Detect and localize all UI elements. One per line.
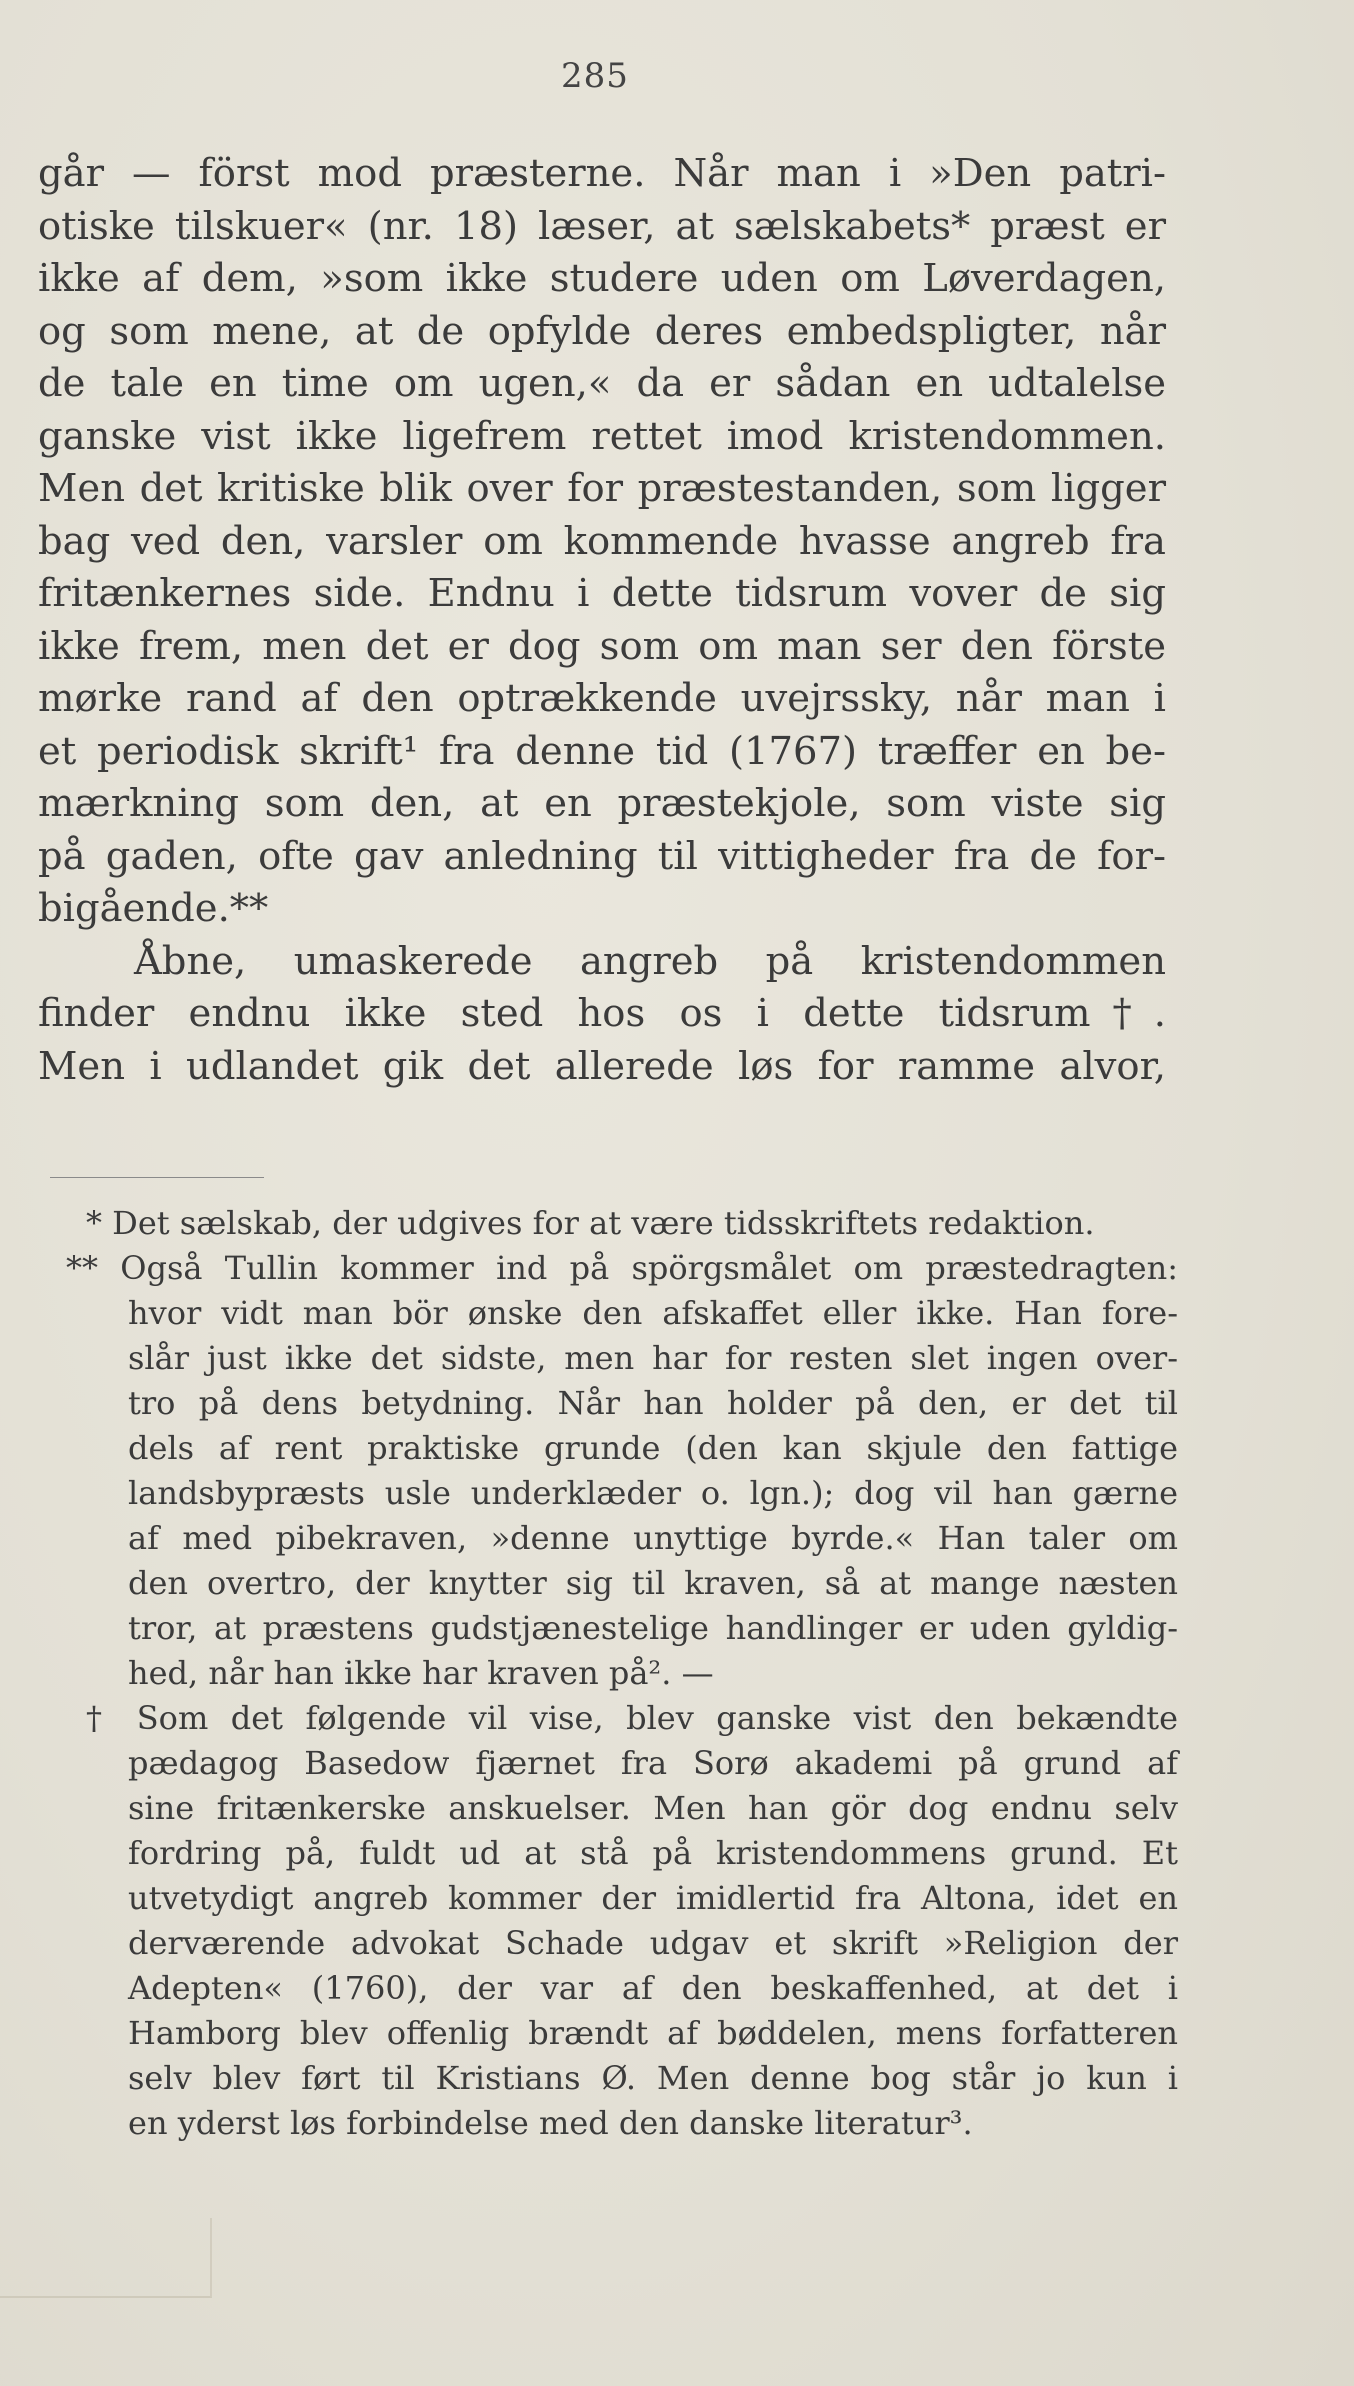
footnote-line: † Som det følgende vil vise, blev ganske vist den bekændte: [86, 1699, 1178, 1737]
text-line: de tale en time om ugen,« da er sådan en udtalelse: [38, 361, 1166, 406]
footnote-line: af med pibekraven, »denne unyttige byrde.« Han taler om: [128, 1519, 1178, 1557]
page-number: 285: [561, 56, 629, 96]
footnote-line: sine fritænkerske anskuelser. Men han gör dog endnu selv: [128, 1789, 1178, 1827]
text-line: Men det kritiske blik over for præstestanden, som ligger: [38, 466, 1166, 511]
text-line: ganske vist ikke ligefrem rettet imod kristendommen.: [38, 413, 1166, 459]
text-line: fritænkernes side. Endnu i dette tidsrum vover de sig: [38, 571, 1166, 616]
text-line: og som mene, at de opfylde deres embedspligter, når: [38, 308, 1166, 354]
footnote-line: hvor vidt man bör ønske den afskaffet eller ikke. Han fore-: [128, 1294, 1178, 1332]
text-line: finder endnu ikke sted hos os i dette tidsrum†.: [38, 991, 1166, 1036]
footnotes: [66, 1201, 1178, 2146]
text-line: mørke rand af den optrækkende uvejrssky, når man i: [38, 676, 1166, 721]
footnote-line: hed, når han ikke har kraven på². —: [128, 1654, 714, 1692]
footnote-line: selv blev ført til Kristians Ø. Men denne bog står jo kun i: [128, 2059, 1178, 2097]
text-line: otiske tilskuer« (nr. 18) læser, at sælskabets* præst er: [38, 203, 1166, 249]
footnote-line: tro på dens betydning. Når han holder på den, er det til: [128, 1384, 1178, 1422]
footnote-line: fordring på, fuldt ud at stå på kristendommens grund. Et: [128, 1834, 1178, 1872]
text-line: på gaden, ofte gav anledning til vittigheder fra de for-: [38, 833, 1166, 879]
text-line: ikke frem, men det er dog som om man ser den förste: [38, 623, 1166, 669]
footnote-line: derværende advokat Schade udgav et skrift »Religion der: [128, 1924, 1178, 1962]
text-line: mærkning som den, at en præstekjole, som viste sig: [38, 781, 1166, 826]
footnote-line: landsbypræsts usle underklæder o. lgn.); dog vil han gærne: [128, 1474, 1178, 1512]
footnote-line: tror, at præstens gudstjænestelige handlinger er uden gyldig-: [128, 1609, 1178, 1647]
footnote-line: den overtro, der knytter sig til kraven, så at mange næsten: [128, 1564, 1178, 1602]
footnote-line: ** Også Tullin kommer ind på spörgsmålet om præstedragten:: [66, 1249, 1178, 1287]
text-line: et periodisk skrift¹ fra denne tid (1767) træffer en be-: [38, 728, 1166, 774]
footnote-line: pædagog Basedow fjærnet fra Sorø akademi på grund af: [128, 1744, 1178, 1782]
footnote-line: dels af rent praktiske grunde (den kan skjule den fattige: [128, 1429, 1178, 1467]
footnote-line: * Det sælskab, der udgives for at være tidsskriftets redaktion.: [86, 1204, 1095, 1242]
footnote-line: slår just ikke det sidste, men har for resten slet ingen over-: [128, 1339, 1178, 1377]
text-line: ikke af dem, »som ikke studere uden om Løverdagen,: [38, 256, 1166, 301]
text-line: bag ved den, varsler om kommende hvasse angreb fra: [38, 518, 1166, 564]
footnote-line: en yderst løs forbindelse med den danske literatur³.: [128, 2104, 973, 2142]
footnote-separator: [50, 1177, 264, 1178]
main-text: [38, 148, 1166, 1093]
footnote-line: utvetydigt angreb kommer der imidlertid fra Altona, idet en: [128, 1879, 1178, 1917]
text-line: bigående.**: [38, 886, 269, 931]
text-line: Åbne, umaskerede angreb på kristendommen: [134, 938, 1166, 984]
footnote-line: Hamborg blev offenlig brændt af bøddelen, mens forfatteren: [128, 2014, 1178, 2052]
footnote-line: Adepten« (1760), der var af den beskaffenhed, at det i: [128, 1969, 1178, 2007]
paper-edge-mark: [0, 2218, 212, 2298]
text-line: går — först mod præsterne. Når man i »Den patri-: [38, 151, 1166, 196]
text-line: Men i udlandet gik det allerede løs for ramme alvor,: [38, 1043, 1166, 1089]
